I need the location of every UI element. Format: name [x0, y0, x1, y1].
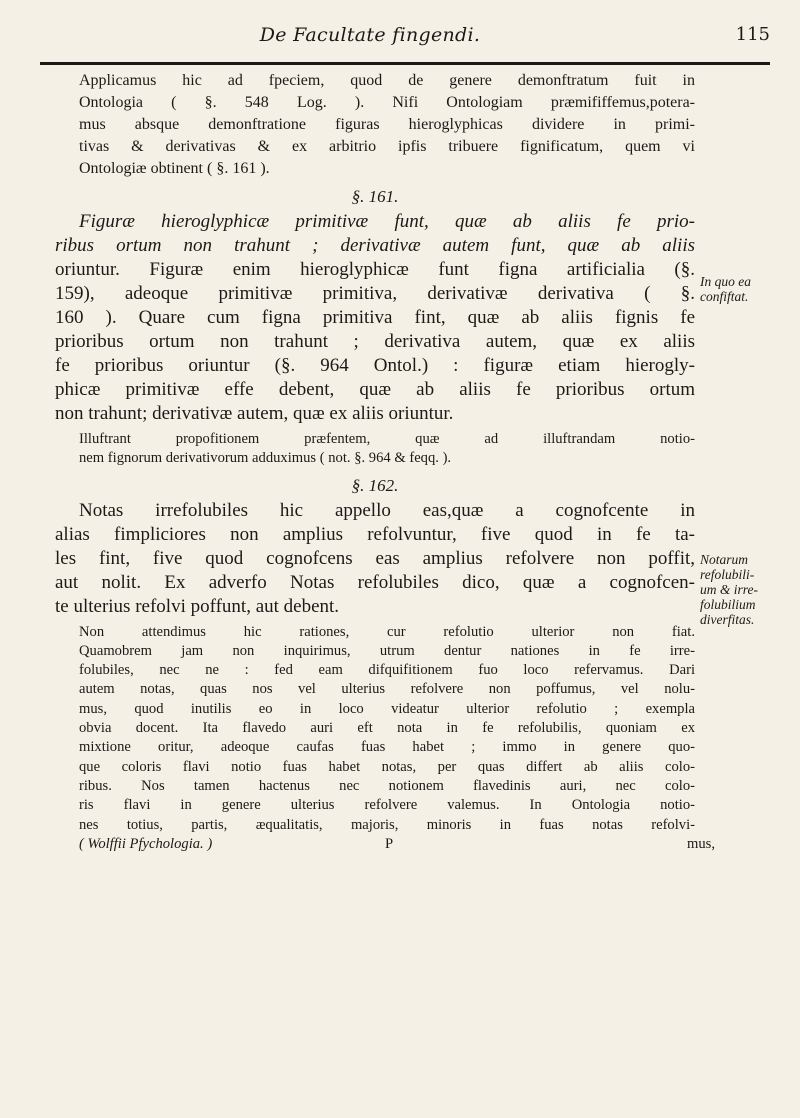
- signature-mark: P: [385, 835, 394, 852]
- text-line: 159), adeoque primitivæ primitiva, derivativæ derivativa ( §.: [55, 283, 695, 304]
- text-line: aut nolit. Ex adverfo Notas refolubiles dico, quæ a cognofcen-: [55, 571, 695, 593]
- text-line: te ulterius refolvi poffunt, aut debent.: [55, 595, 340, 617]
- text-line: ribus. Nos tamen hactenus nec notionem flavedinis auri, nec colo-: [79, 777, 695, 794]
- text-line: tivas & derivativas & ex arbitrio ipfis tribuere fignificatum, quem vi: [79, 138, 695, 155]
- text-line: folubiles, nec ne : fed eam difquifitionem fuo loco refervamus. Dari: [79, 662, 695, 679]
- text-line: que coloris flavi notio fuas habet notas, per quas differt ab aliis colo-: [79, 758, 695, 775]
- margin-note-line: um & irre-: [700, 582, 758, 597]
- text-line: mixtione oritur, adeoque caufas fuas habet ; immo in genere quo-: [79, 739, 695, 756]
- section-number-162: §. 162.: [351, 475, 399, 495]
- text-line: nem fignorum derivativorum adduximus ( not. §. 964 & feqq. ).: [79, 450, 452, 467]
- paragraph-162: [55, 499, 695, 619]
- text-line: fe prioribus oriuntur (§. 964 Ontol.) : figuræ etiam hierogly-: [55, 355, 695, 376]
- text-line: Illuftrant propofitionem præfentem, quæ ad illuftrandam notio-: [79, 431, 695, 447]
- note-161: [55, 430, 695, 469]
- text-line: mus, quod inutilis eo in loco videatur ulterior refolutio ; exempla: [79, 700, 695, 717]
- header-rule: [40, 62, 770, 65]
- margin-note-a: [700, 274, 798, 304]
- text-line: les fint, five quod cognofcens eas amplius refolvere non poffit,: [55, 547, 695, 569]
- text-line: alias fimpliciores non amplius refolvuntur, five quod in fe ta-: [55, 523, 695, 545]
- text-line: 160 ). Quare cum figna primitiva fint, quæ ab aliis fignis fe: [55, 307, 695, 328]
- text-line: prioribus ortum non trahunt ; derivativa autem, quæ ex aliis: [55, 331, 695, 352]
- text-line: obvia docent. Ita flavedo auri eft nota in fe refolubilis, quoniam ex: [79, 720, 695, 737]
- text-line: mus absque demonftratione figuras hieroglyphicas dividere in primi-: [79, 116, 695, 133]
- margin-note-b: [700, 552, 798, 627]
- text-line: oriuntur. Figuræ enim hieroglyphicæ funt figna artificialia (§.: [55, 259, 695, 280]
- margin-note-line: diverfitas.: [700, 612, 755, 627]
- margin-note-line: refolubili-: [700, 567, 755, 582]
- source-citation: ( Wolffii Pfychologia. ): [79, 835, 213, 852]
- running-title: De Facultate fingendi.: [259, 24, 481, 46]
- text-line: ribus ortum non trahunt ; derivativæ autem funt, quæ ab aliis: [55, 235, 695, 256]
- text-line: Quamobrem jam non inquirimus, utrum dentur nationes in fe irre-: [79, 642, 695, 659]
- margin-note-line: folubilium: [700, 597, 756, 612]
- text-line: Figuræ hieroglyphicæ primitivæ funt, quæ ab aliis fe prio-: [79, 211, 695, 232]
- margin-note-line: confiftat.: [700, 289, 749, 304]
- margin-note-line: In quo ea: [700, 274, 751, 289]
- text-line: autem notas, quas nos vel ulterius refolvere non poffumus, vel nolu-: [79, 681, 695, 698]
- paragraph-161: [55, 210, 695, 426]
- text-line: phicæ primitivæ effe debent, quæ ab aliis fe prioribus ortum: [55, 379, 695, 400]
- main-text: [55, 70, 715, 854]
- paragraph-intro: [55, 70, 695, 180]
- running-header: [40, 22, 770, 56]
- text-line: nes totius, partis, æqualitatis, majoris, minoris in fuas notas refolvi-: [79, 816, 695, 833]
- note-162: [55, 623, 715, 855]
- text-line: ris flavi in genere ulterius refolvere valemus. In Ontologia notio-: [79, 797, 695, 814]
- text-line: Ontologia ( §. 548 Log. ). Nifi Ontologiam præmififfemus,potera-: [79, 94, 695, 111]
- catchword: mus,: [687, 835, 715, 852]
- section-number-161: §. 161.: [351, 187, 399, 206]
- text-line: Notas irrefolubiles hic appello eas,quæ a cognofcente in: [79, 499, 695, 521]
- margin-note-line: Notarum: [700, 552, 749, 567]
- text-line: non trahunt; derivativæ autem, quæ ex aliis oriuntur.: [55, 403, 454, 424]
- footer-line: [55, 835, 715, 854]
- text-line: Ontologiæ obtinent ( §. 161 ).: [79, 160, 270, 177]
- text-line: Applicamus hic ad fpeciem, quod de genere demonftratum fuit in: [79, 72, 695, 89]
- page-number: 115: [735, 24, 770, 45]
- text-line: Non attendimus hic rationes, cur refolutio ulterior non fiat.: [79, 623, 695, 640]
